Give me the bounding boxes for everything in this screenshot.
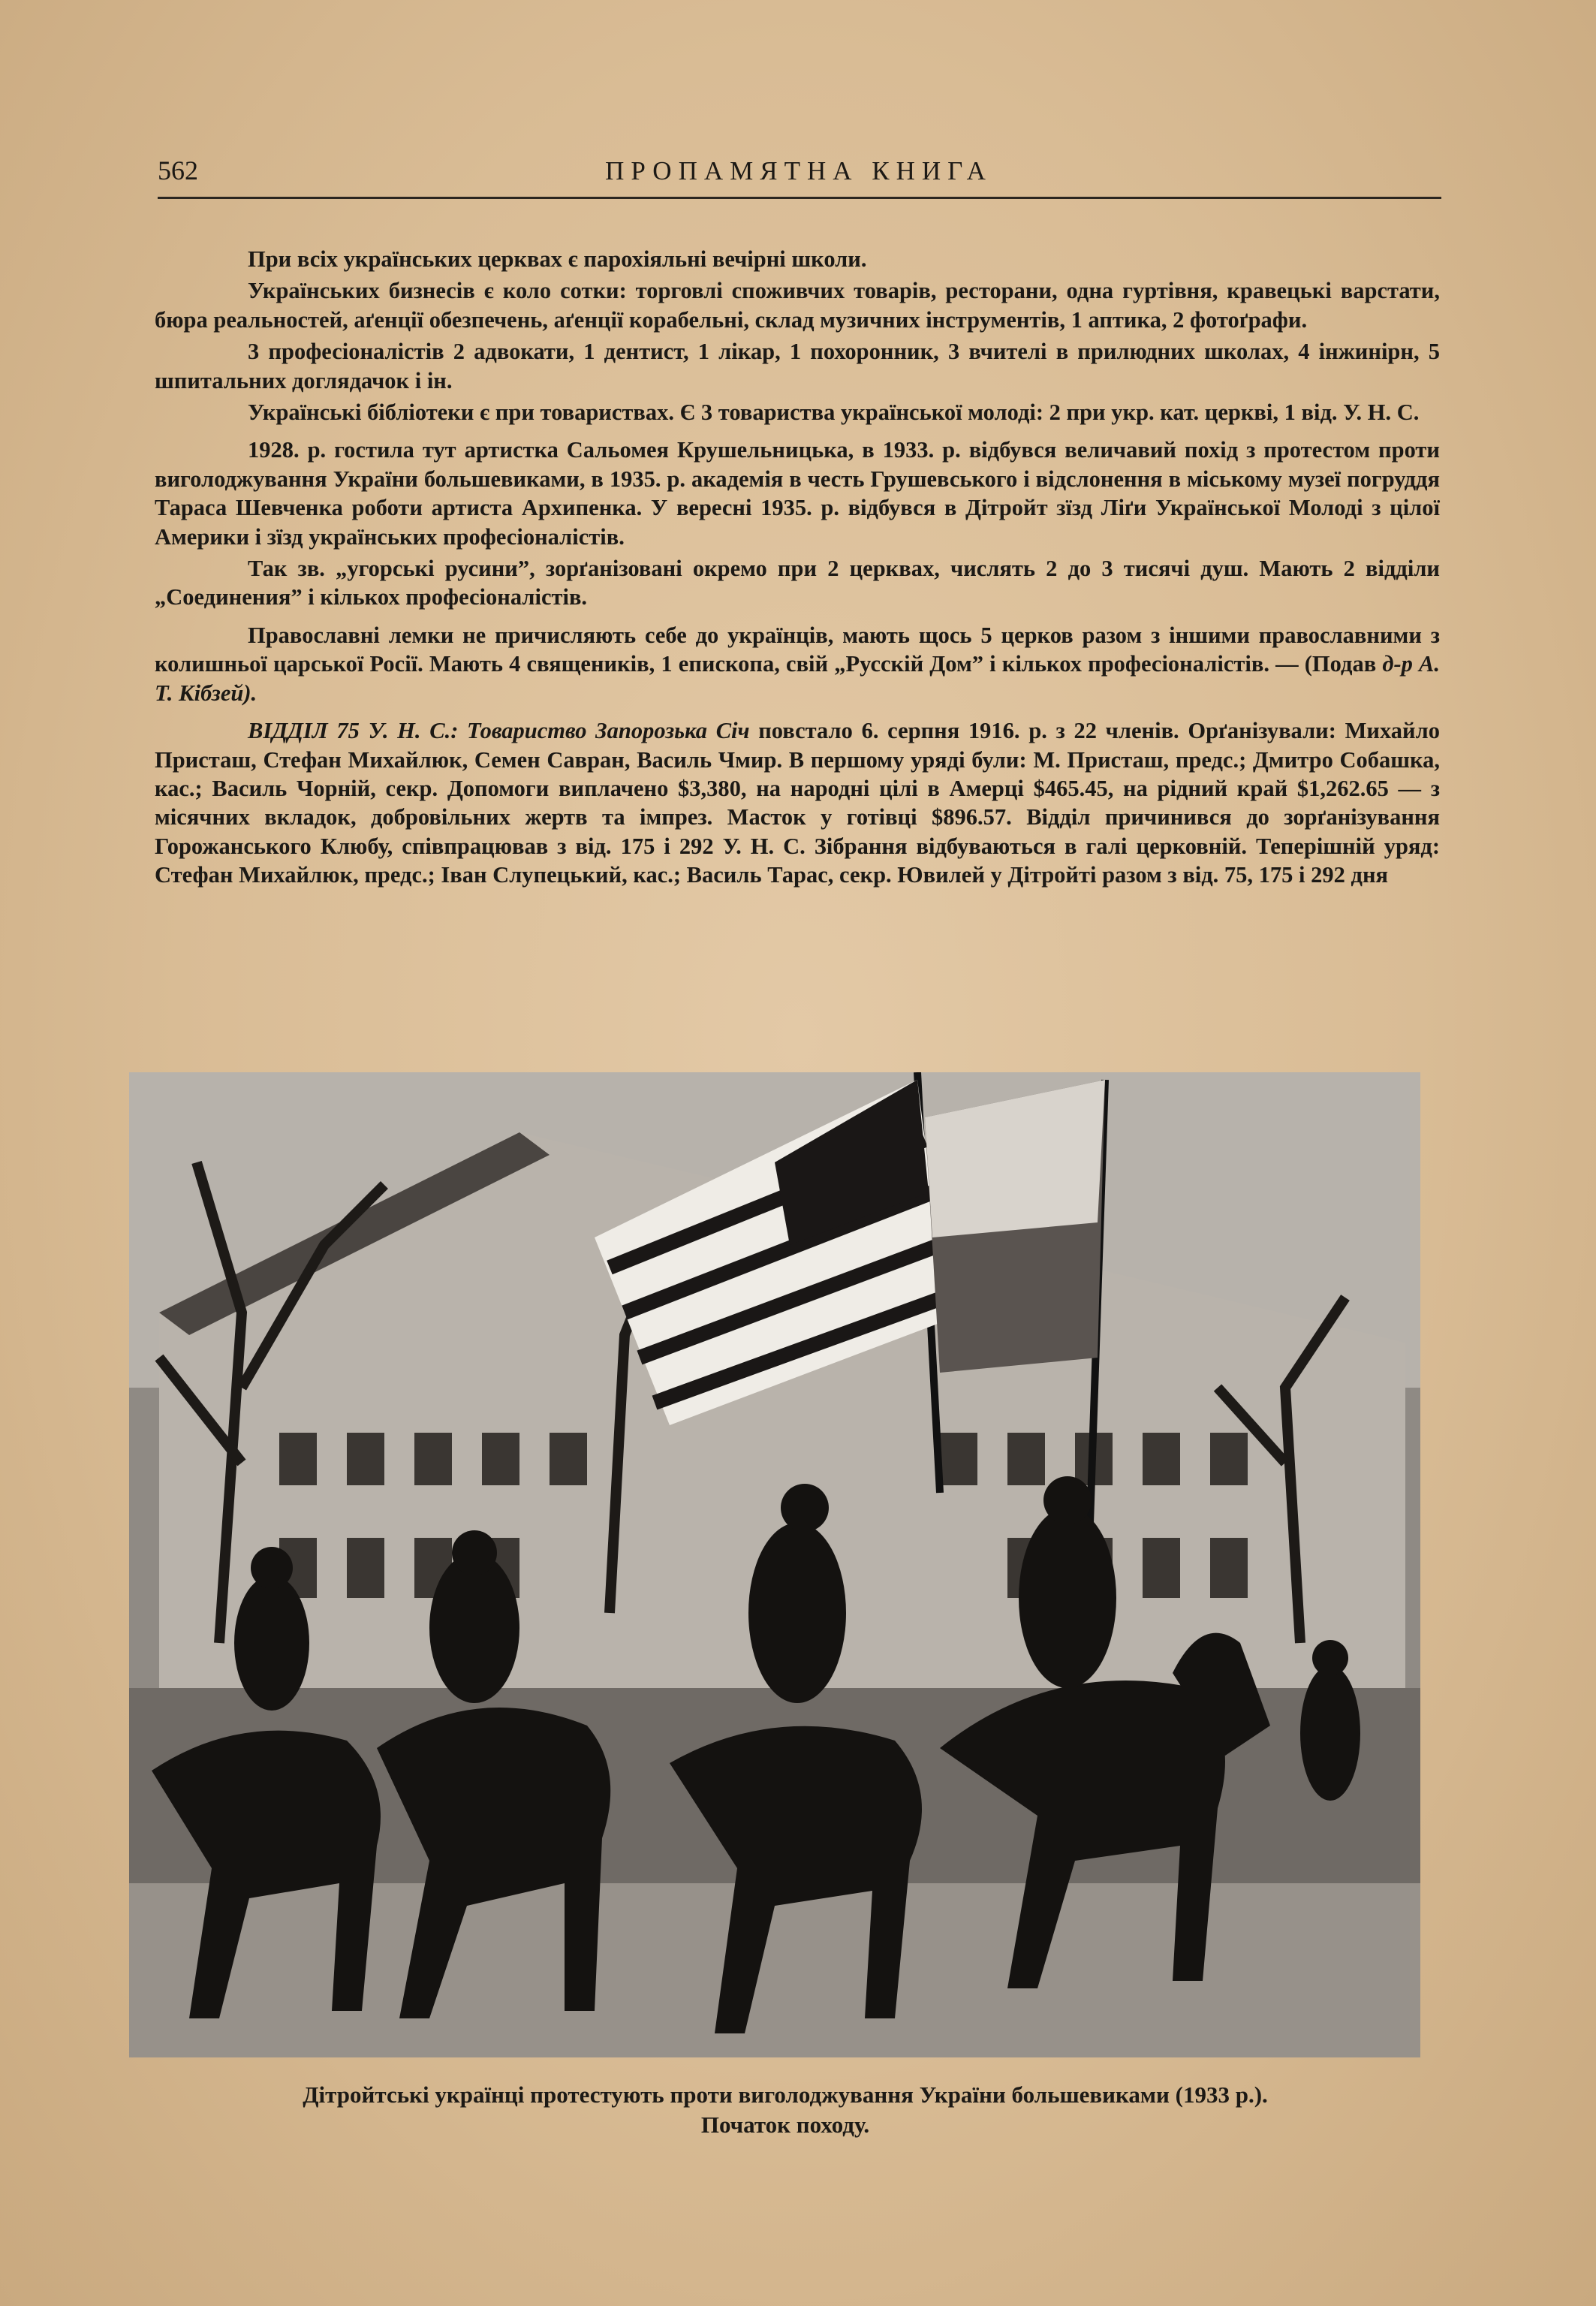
caption-line-2: Початок походу. — [700, 2112, 870, 2138]
photo-caption — [125, 2080, 1446, 2140]
lemkos-author: д-р А. Т. Кібзей). — [155, 651, 1441, 706]
header-rule — [158, 197, 1441, 199]
branch-75-heading: ВІДДІЛ 75 У. Н. С.: Товариство Запорозька Січ — [248, 718, 750, 744]
parade-photo — [129, 1072, 1420, 2057]
paragraph-libraries: Українські бібліотеки є при товариствах. Є 3 товариства української молоді: 2 при укр. кат. церкві, 1 від. У. Н. С. — [248, 399, 1420, 426]
photo-parade-icon — [129, 1072, 1420, 2057]
body-text — [155, 245, 1440, 893]
running-title: ПРОПАМЯТНА КНИГА — [605, 156, 992, 185]
caption-line-1: Дітройтські українці протестують проти виголоджування України большевиками (1933 р.). — [303, 2081, 1268, 2108]
paragraph-rusyns: Так зв. „угорські русини”, зорґанізовані окремо при 2 церквах, числять 2 до 3 тисячі душ. Мають 2 відділи „Соединения” і кількох професіоналістів. — [155, 556, 1440, 610]
page-number: 562 — [158, 155, 198, 185]
paragraph-history: 1928. р. гостила тут артистка Сальомея Крушельницька, в 1933. р. відбувся величавий похід з протестом проти виголоджування України большевиками, в 1935. р. академія в честь Грушевського і відслонення в міському музеї погруддя Тараса Шевченка роботи артиста Архипенка. У вересні 1935. р. відбувся в Дітройт зїзд Ліґи Української Молоді з цілої Америки і зїзд українських професіоналістів. — [155, 437, 1440, 550]
paragraph-professionals: 3 професіоналістів 2 адвокати, 1 дентист, 1 лікар, 1 похоронник, 3 вчителі в прилюдних школах, 4 інжинірн, 5 шпитальних доглядачок і ін. — [155, 339, 1440, 393]
paragraph-branch-75 — [155, 716, 1440, 889]
paragraph-schools: При всіх українських церквах є парохіяльні вечірні школи. — [248, 246, 867, 272]
branch-75-text: повстало 6. серпня 1916. р. з 22 членів. Орґанізували: Михайло Присташ, Стефан Михайлюк, Семен Савран, Василь Чмир. В першому уряді були: М. Присташ, предс.; Дмитро Собашка, кас.; Василь Чорній, секр. Допомоги виплачено $3,380, на народні цілі в Амерці $465.45, на рідний край $1,262.65 — з місячних вкладок, добровільних жертв та імпрез. Масток у готівці $896.57. Відділ причинився до зорґанізування Горожанського Клюбу, співпрацював з від. 175 і 292 У. Н. С. Зібрання відбуваються в галі церковній. Теперішній уряд: Стефан Михайлюк, предс.; Іван Слупецький, кас.; Василь Тарас, секр. Ювилей у Дітройті разом з від. 75, 175 і 292 дня — [155, 718, 1440, 888]
page-header — [158, 155, 1440, 200]
paragraph-businesses: Українських бизнесів є коло сотки: торговлі споживчих товарів, ресторани, одна гуртівня, кравецькі варстати, бюра реальностей, аґенції обезпечень, аґенції корабельні, склад музичних інструментів, 1 аптика, 2 фотоґрафи. — [155, 278, 1440, 333]
lemkos-text: Православні лемки не причисляють себе до українців, мають щось 5 церков разом з іншими православними з колишньої царської Росії. Мають 4 священиків, 1 епископа, свій „Русскій Дом” і кількох професіоналістів. — (Подав — [155, 622, 1440, 677]
paragraph-lemkos — [155, 621, 1440, 707]
